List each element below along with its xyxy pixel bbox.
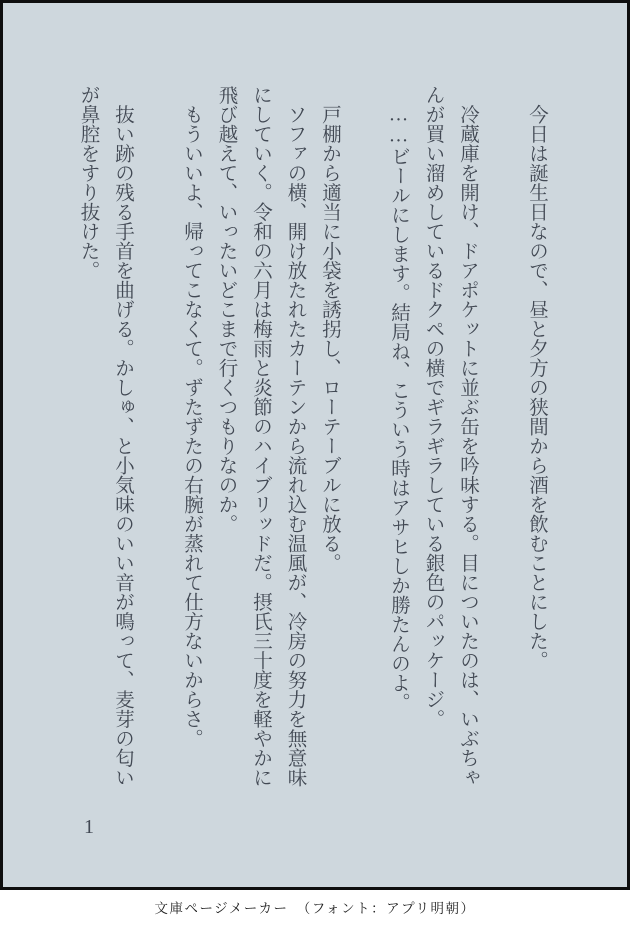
text-line: ……ビールにします。結局ね、こういう時はアサヒしか勝たんのよ。 (388, 85, 409, 712)
text-line: にしていく。令和の六月は梅雨と炎節のハイブリッドだ。摂氏三十度を軽やかに (250, 85, 271, 787)
text-line: 今日は誕生日なので、昼と夕方の狭間から酒を飲むことにした。 (526, 85, 547, 670)
page-number: 1 (84, 816, 94, 838)
text-line: ソファの横、開け放たれたカーテンから流れ込む温風が、冷房の努力を無意味 (284, 85, 306, 787)
text-line: もういいよ、帰ってこなくて。ずたずたの右腕が蒸れて仕方ないからさ。 (181, 85, 202, 748)
text-line: 飛び越えて、いったいどこまで行くつもりなのか。 (215, 85, 237, 534)
text-line: 抜い跡の残る手首を曲げる。かしゅ、と小気味のいい音が鳴って、麦芽の匂い (112, 85, 133, 787)
vertical-text-block (70, 85, 553, 797)
text-line: が鼻腔をすり抜けた。 (77, 85, 99, 280)
text-line: んが買い溜めしているドクペの横でギラギラしている銀色のパッケージ。 (422, 85, 444, 729)
text-line: 冷蔵庫を開け、ドアポケットに並ぶ缶を吟味する。目についたのは、いぶちゃ (457, 85, 478, 787)
text-line (139, 85, 174, 797)
text-line (346, 85, 381, 797)
text-line (484, 85, 519, 797)
text-line: 戸棚から適当に小袋を誘拐し、ローテーブルに放る。 (319, 85, 340, 573)
generator-caption: 文庫ページメーカー （フォント：アプリ明朝） (154, 901, 476, 916)
